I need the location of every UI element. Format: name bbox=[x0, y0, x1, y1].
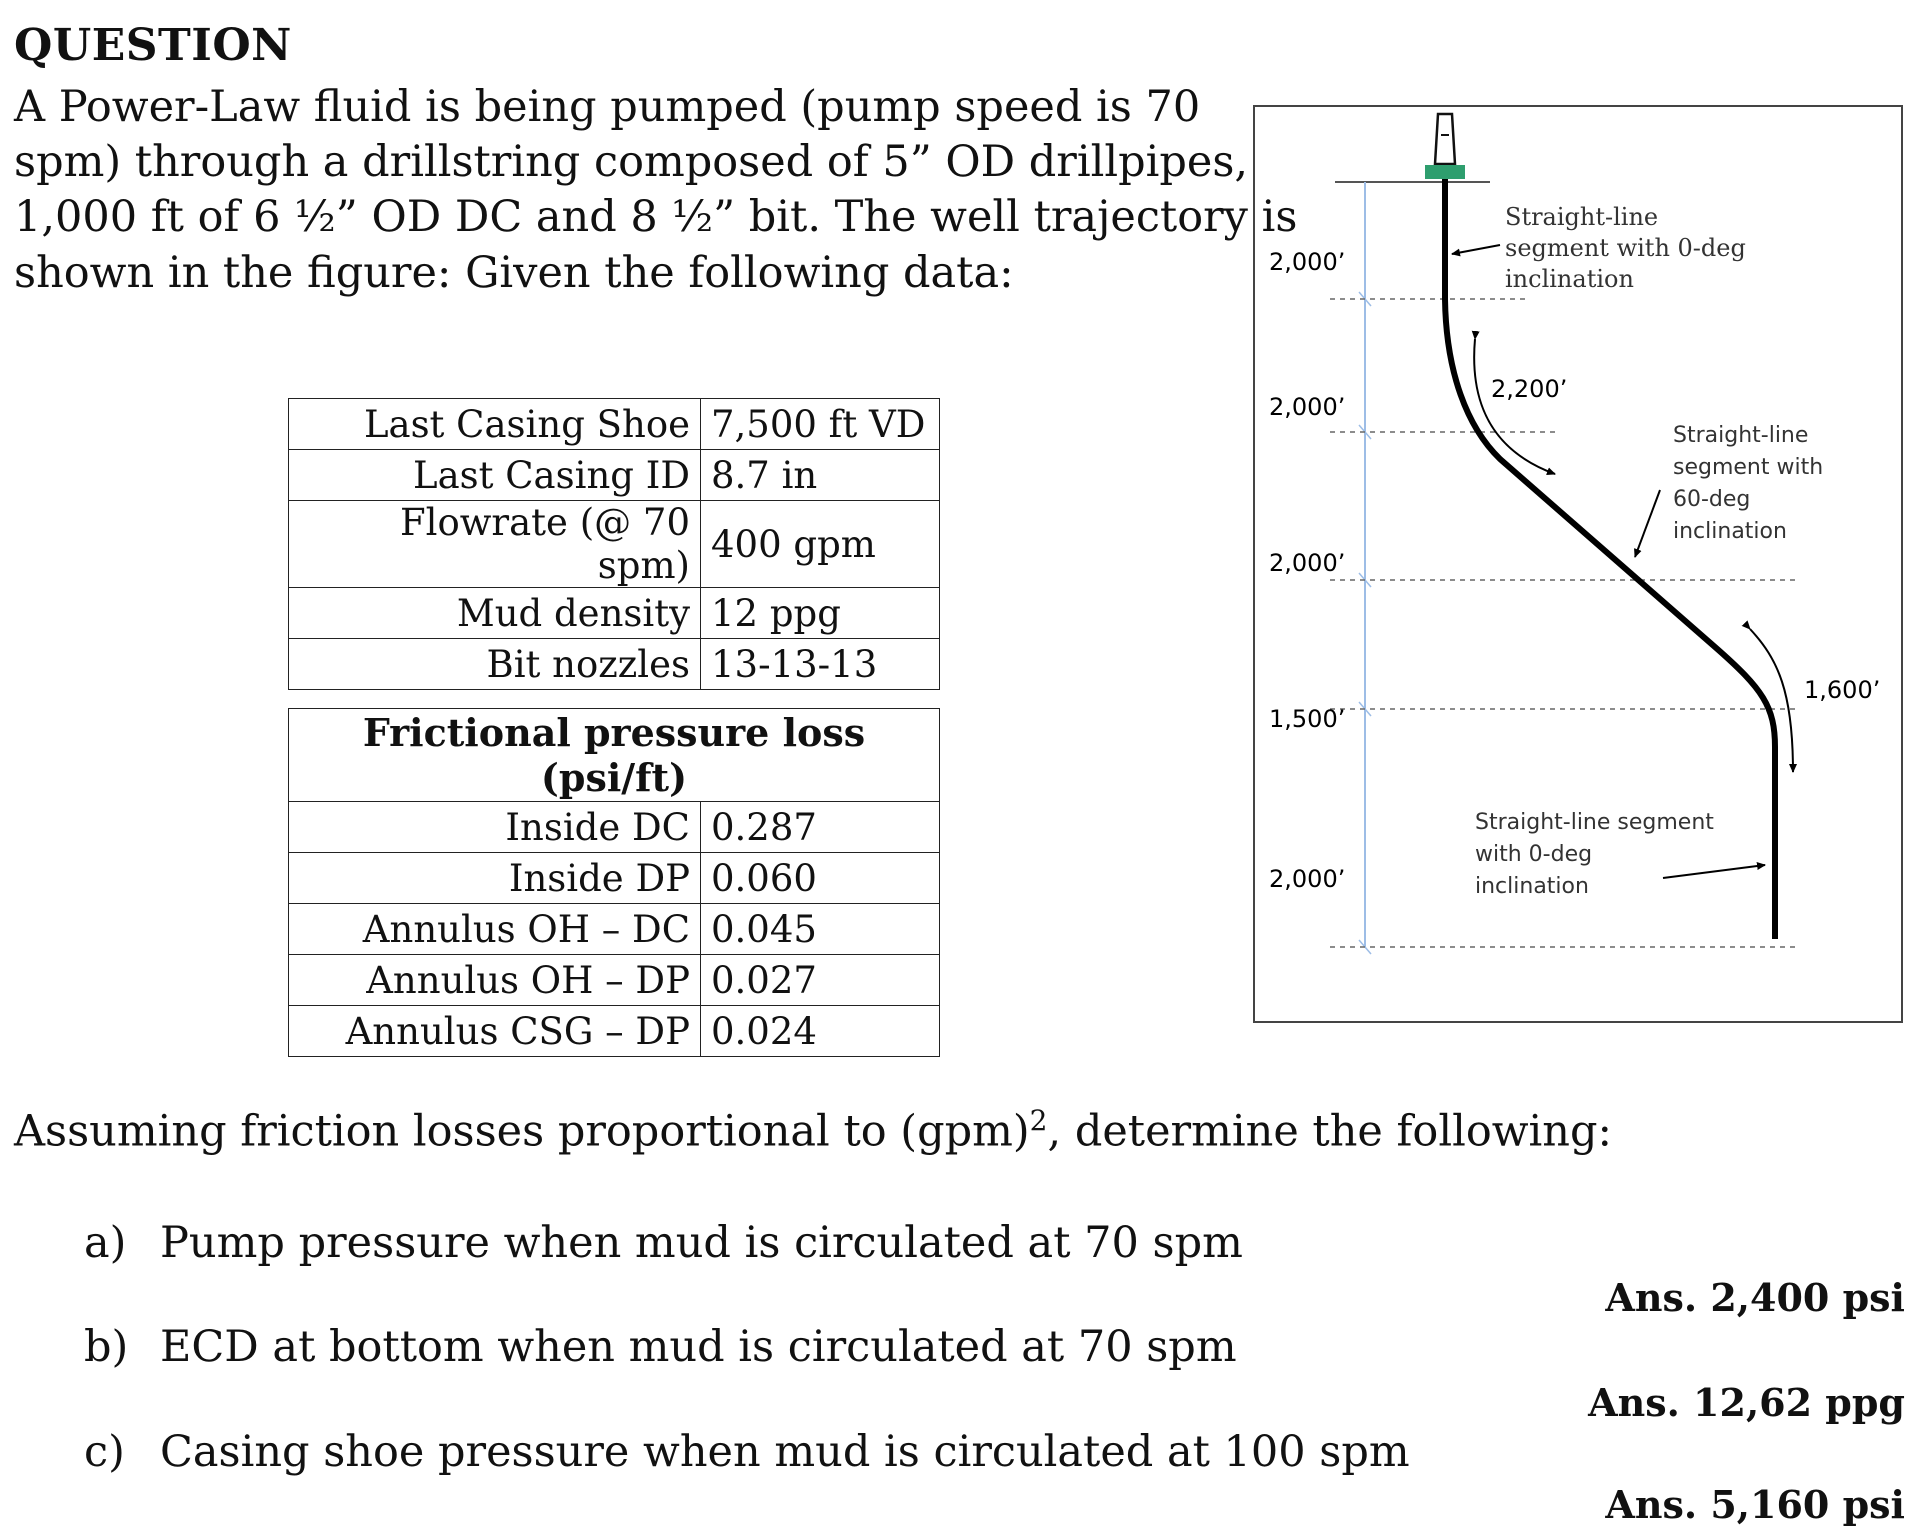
arrow-icon bbox=[1635, 490, 1660, 557]
arrow-icon bbox=[1452, 245, 1500, 254]
svg-text:60-deg: 60-deg bbox=[1673, 487, 1751, 512]
row-label: Bit nozzles bbox=[289, 639, 701, 690]
task-item bbox=[84, 1427, 1410, 1477]
row-label: Annulus OH – DP bbox=[289, 955, 701, 1006]
row-label: Inside DC bbox=[289, 802, 701, 853]
drop-arc-arrow-icon bbox=[1750, 629, 1793, 772]
row-value: 0.027 bbox=[701, 955, 940, 1006]
task-item bbox=[84, 1322, 1237, 1372]
svg-text:segment with: segment with bbox=[1673, 455, 1824, 480]
assumption-suffix: , determine the following: bbox=[1047, 1106, 1612, 1157]
row-label: Annulus CSG – DP bbox=[289, 1006, 701, 1057]
depth-label: 2,000’ bbox=[1269, 865, 1346, 893]
answer-b: Ans. 12,62 ppg bbox=[1588, 1380, 1905, 1425]
row-value: 7,500 ft VD bbox=[701, 399, 940, 450]
row-value: 12 ppg bbox=[701, 588, 940, 639]
prompt-line: 1,000 ft of 6 ½” OD DC and 8 ½” bit. The well trajectory is bbox=[14, 192, 1298, 242]
row-label: Last Casing Shoe bbox=[289, 399, 701, 450]
tangent-segment-label bbox=[1673, 423, 1823, 544]
row-label: Last Casing ID bbox=[289, 450, 701, 501]
row-label: Mud density bbox=[289, 588, 701, 639]
row-value: 8.7 in bbox=[701, 450, 940, 501]
svg-text:inclination: inclination bbox=[1673, 519, 1787, 544]
depth-label: 2,000’ bbox=[1269, 549, 1346, 577]
svg-text:with 0-deg: with 0-deg bbox=[1475, 842, 1593, 867]
table-row bbox=[289, 904, 940, 955]
friction-table-title: Frictional pressure loss (psi/ft) bbox=[289, 709, 940, 802]
svg-text:Straight-line: Straight-line bbox=[1505, 203, 1659, 231]
row-value: 0.287 bbox=[701, 802, 940, 853]
table-row bbox=[289, 399, 940, 450]
row-label: Inside DP bbox=[289, 853, 701, 904]
svg-text:Straight-line: Straight-line bbox=[1673, 423, 1809, 448]
prompt-line: spm) through a drillstring composed of 5” OD drillpipes, bbox=[14, 137, 1249, 187]
table-row bbox=[289, 802, 940, 853]
table-row bbox=[289, 1006, 940, 1057]
assumption-text bbox=[14, 1104, 1612, 1156]
answer-c: Ans. 5,160 psi bbox=[1605, 1482, 1905, 1527]
depth-label: 2,000’ bbox=[1269, 393, 1346, 421]
prompt-line: A Power-Law fluid is being pumped (pump speed is 70 bbox=[14, 82, 1201, 132]
derrick-icon bbox=[1425, 114, 1465, 179]
table-row bbox=[289, 955, 940, 1006]
table-row bbox=[289, 588, 940, 639]
table-row bbox=[289, 853, 940, 904]
question-heading: QUESTION bbox=[14, 20, 292, 71]
svg-text:Straight-line segment: Straight-line segment bbox=[1475, 810, 1714, 835]
svg-text:segment with 0-deg: segment with 0-deg bbox=[1505, 234, 1746, 262]
svg-text:inclination: inclination bbox=[1505, 265, 1634, 293]
assumption-exponent: 2 bbox=[1029, 1104, 1048, 1137]
row-value: 13-13-13 bbox=[701, 639, 940, 690]
table-row bbox=[289, 450, 940, 501]
prompt-line: shown in the figure: Given the following data: bbox=[14, 248, 1014, 298]
row-value: 0.045 bbox=[701, 904, 940, 955]
task-letter: c) bbox=[84, 1427, 125, 1477]
well-data-table bbox=[288, 398, 940, 690]
answer-a: Ans. 2,400 psi bbox=[1605, 1275, 1905, 1320]
build-arc-arrow-icon bbox=[1474, 339, 1555, 474]
top-segment-label bbox=[1505, 203, 1746, 293]
well-trajectory-figure bbox=[1253, 105, 1903, 1023]
drop-length-label: 1,600’ bbox=[1804, 676, 1881, 704]
table-row bbox=[289, 639, 940, 690]
row-value: 400 gpm bbox=[701, 501, 940, 588]
svg-text:inclination: inclination bbox=[1475, 874, 1589, 899]
table-row bbox=[289, 501, 940, 588]
depth-label: 2,000’ bbox=[1269, 248, 1346, 276]
arrow-icon bbox=[1663, 865, 1765, 878]
build-length-label: 2,200’ bbox=[1491, 375, 1568, 403]
bottom-segment-label bbox=[1475, 810, 1714, 899]
rig-base bbox=[1425, 165, 1465, 179]
row-label: Annulus OH – DC bbox=[289, 904, 701, 955]
row-value: 0.060 bbox=[701, 853, 940, 904]
task-letter: a) bbox=[84, 1218, 127, 1268]
row-label: Flowrate (@ 70 spm) bbox=[289, 501, 701, 588]
depth-label: 1,500’ bbox=[1269, 705, 1346, 733]
task-item bbox=[84, 1218, 1243, 1268]
well-trajectory-diagram bbox=[1255, 107, 1905, 1025]
task-text: ECD at bottom when mud is circulated at 70 spm bbox=[160, 1322, 1237, 1372]
task-letter: b) bbox=[84, 1322, 129, 1372]
assumption-prefix: Assuming friction losses proportional to (gpm) bbox=[14, 1106, 1030, 1157]
table-header-row bbox=[289, 709, 940, 802]
task-text: Pump pressure when mud is circulated at 70 spm bbox=[160, 1218, 1243, 1268]
row-value: 0.024 bbox=[701, 1006, 940, 1057]
friction-table bbox=[288, 708, 940, 1057]
task-text: Casing shoe pressure when mud is circulated at 100 spm bbox=[160, 1427, 1410, 1477]
